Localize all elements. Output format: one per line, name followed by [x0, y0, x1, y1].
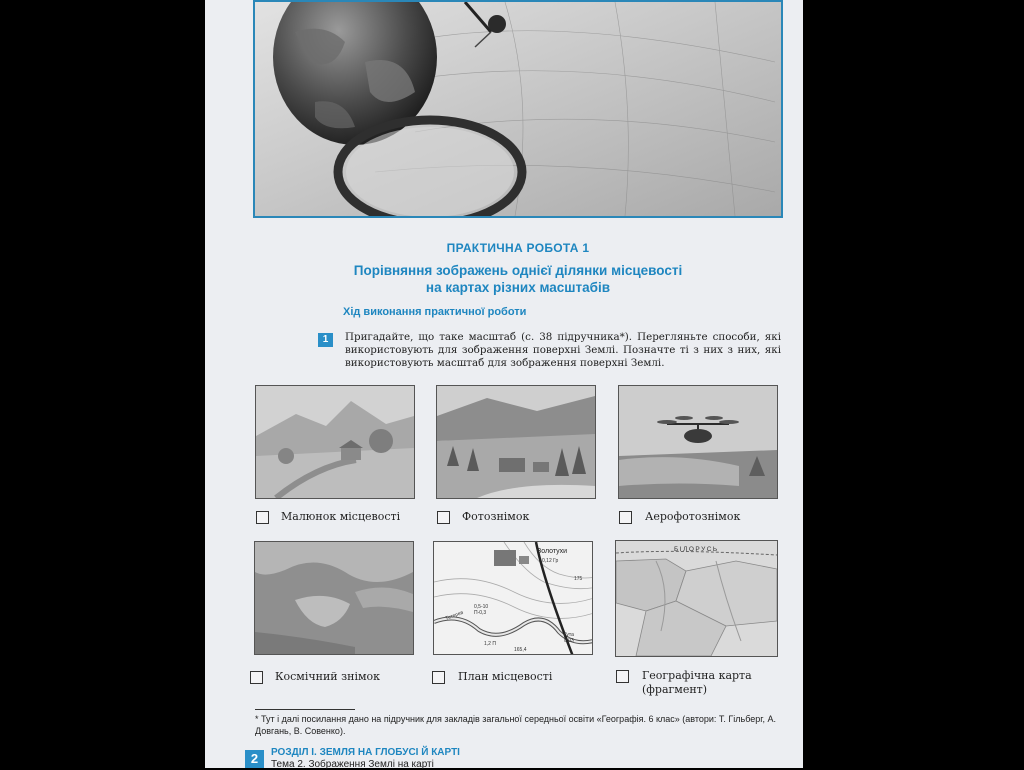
map-label-country: БІЛОРУСЬ — [674, 546, 719, 553]
task-number-badge: 1 — [318, 333, 333, 347]
checkbox-satellite-image[interactable] — [250, 671, 263, 684]
plan-label-ford: 0,5-10 П-0,3 — [474, 604, 489, 616]
footnote: * Тут і далі посилання дано на підручник для закладів загальної середньої освіти «Географія. 6 клас» (автори: Т. Гільберг, А. Довгань, В. Совенко). — [255, 714, 776, 736]
option-label-geographic-map-line1: Географічна карта — [642, 669, 752, 682]
checkbox-landscape-drawing[interactable] — [256, 511, 269, 524]
landscape-drawing-image — [255, 385, 415, 499]
plan-label-depth: 1,2 П — [484, 641, 496, 647]
footer-topic: Тема 2. Зображення Землі на карті — [271, 759, 434, 770]
footer-section-title: РОЗДІЛ І. ЗЕМЛЯ НА ГЛОБУСІ Й КАРТІ — [271, 747, 460, 758]
task-instruction: Пригадайте, що таке масштаб (с. 38 підручника*). Перегляньте способи, які використовують для зображення поверхні Землі. Позначте ті з них з них, які використовують масштаб для зображення поверхні Землі. — [345, 331, 781, 369]
aerial-photo-image — [618, 385, 778, 499]
option-label-geographic-map — [642, 669, 752, 697]
page-number: 2 — [245, 750, 264, 768]
practical-work-label: ПРАКТИЧНА РОБОТА 1 — [446, 241, 590, 255]
steps-heading: Хід виконання практичної роботи — [343, 306, 527, 318]
option-label-photo: Фотознімок — [462, 510, 530, 523]
plan-label-river: Тетерев — [444, 609, 465, 622]
plan-label-tuta: Гута 0,03 — [564, 632, 574, 644]
terrain-plan-image — [433, 541, 593, 655]
option-label-aerial-photo: Аерофотознімок — [645, 510, 741, 523]
practical-work-title — [300, 262, 736, 296]
checkbox-aerial-photo[interactable] — [619, 511, 632, 524]
checkbox-geographic-map[interactable] — [616, 670, 629, 683]
photo-image — [436, 385, 596, 499]
plan-label-village: Золотухи — [537, 548, 568, 555]
option-label-geographic-map-line2: (фрагмент) — [642, 683, 708, 696]
footnote-divider — [255, 709, 355, 710]
plan-label-elevation: 165,4 — [514, 647, 527, 653]
option-label-terrain-plan: План місцевості — [458, 670, 553, 683]
option-label-satellite-image: Космічний знімок — [275, 670, 381, 683]
satellite-image — [254, 541, 414, 655]
option-label-landscape-drawing: Малюнок місцевості — [281, 510, 401, 523]
geographic-map-image — [615, 540, 778, 657]
checkbox-terrain-plan[interactable] — [432, 671, 445, 684]
plan-label-note1: 0,12 Гр — [542, 558, 559, 564]
title-line-1: Порівняння зображень однієї ділянки місцевості — [353, 263, 683, 278]
checkbox-photo[interactable] — [437, 511, 450, 524]
plan-label-175: 175 — [574, 576, 583, 582]
title-line-2: на картах різних масштабів — [425, 280, 611, 295]
hero-photo-globe-map — [253, 0, 783, 218]
